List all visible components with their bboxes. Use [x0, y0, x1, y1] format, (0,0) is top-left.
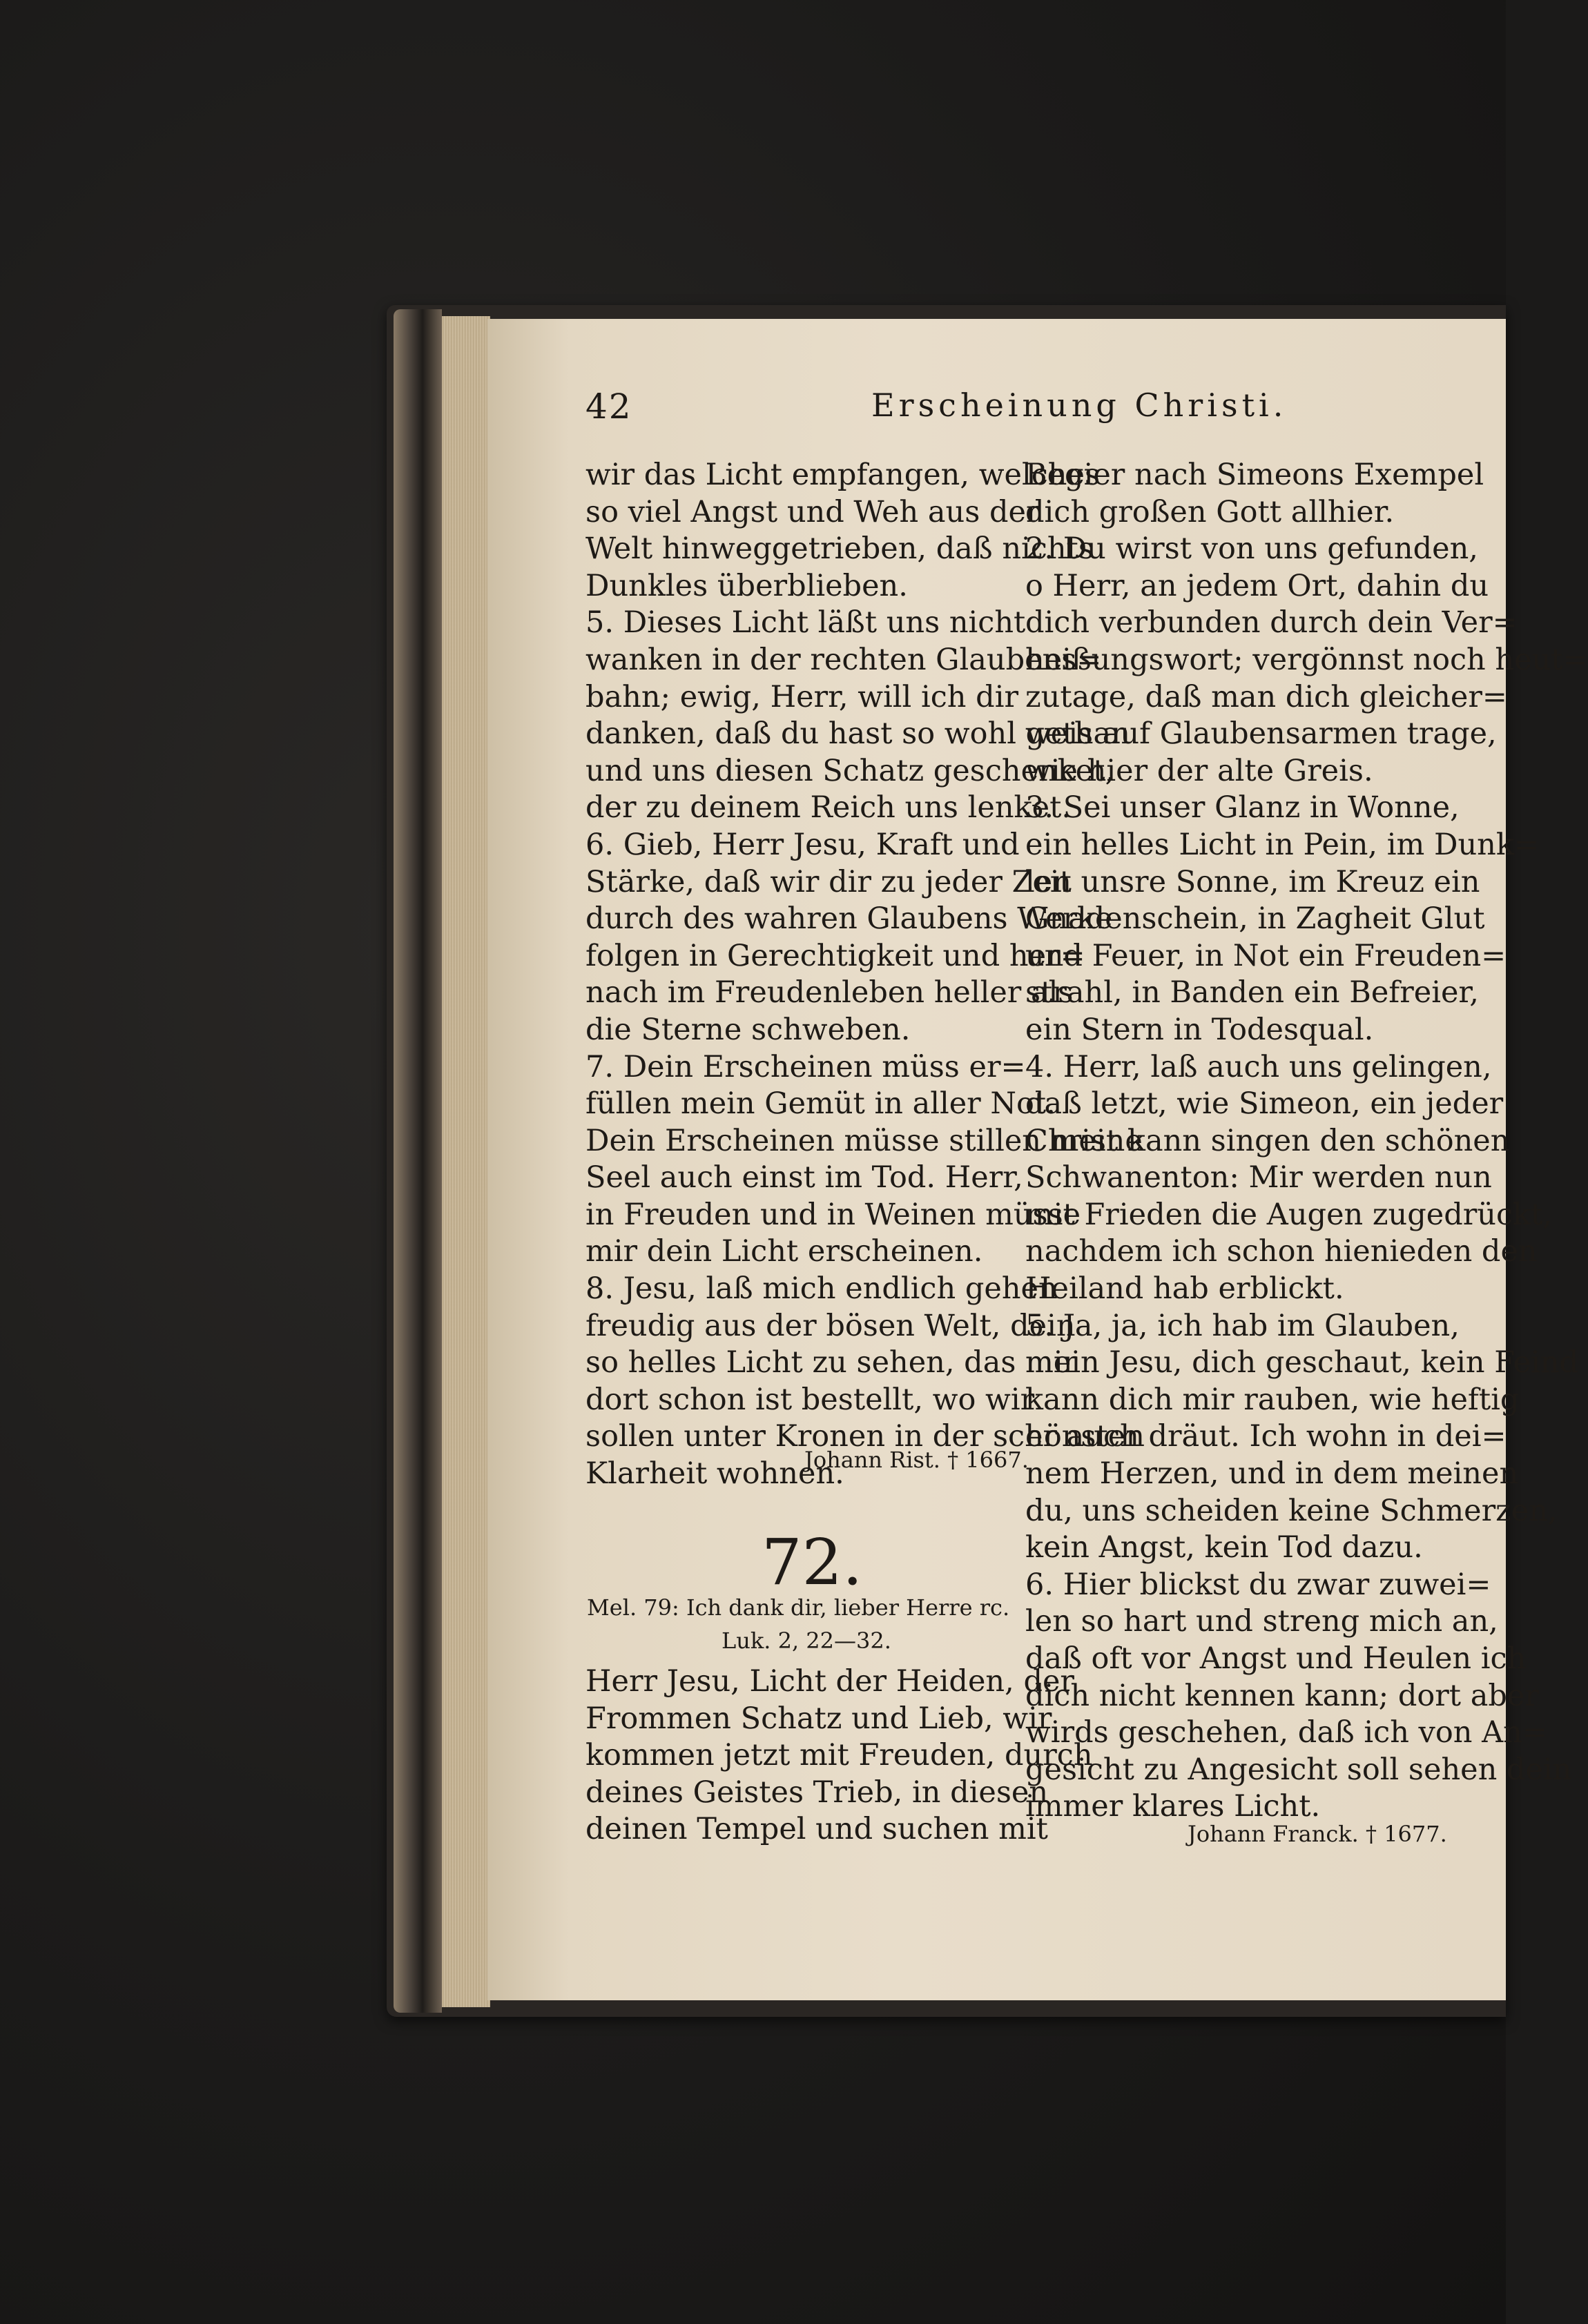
- text-line: Dunkles überblieben.: [585, 568, 908, 603]
- page-number: 42: [585, 387, 632, 427]
- text-line: Dein Erscheinen müsse stillen meine: [585, 1123, 1143, 1158]
- text-line: durch des wahren Glaubens Werke: [585, 901, 1113, 937]
- text-line: Christ kann singen den schönen: [1025, 1123, 1510, 1158]
- text-line: wie hier der alte Greis.: [1025, 753, 1373, 788]
- melody-line: Mel. 79: Ich dank dir, lieber Herre rc.: [587, 1594, 1010, 1621]
- text-line: 6. Hier blickst du zwar zuwei=: [1025, 1567, 1491, 1602]
- text-line: len unsre Sonne, im Kreuz ein: [1025, 864, 1480, 899]
- text-line: der zu deinem Reich uns lenket.: [585, 790, 1072, 826]
- text-line: Begier nach Simeons Exempel: [1025, 458, 1484, 492]
- left-author: Johann Rist. † 1667.: [804, 1447, 1029, 1473]
- text-line: heißungswort; vergönnst noch heut=: [1025, 642, 1588, 677]
- text-line: kein Angst, kein Tod dazu.: [1025, 1530, 1423, 1565]
- text-line: deines Geistes Trieb, in diesen: [585, 1775, 1049, 1810]
- text-line: o Herr, an jedem Ort, dahin du: [1025, 568, 1489, 603]
- text-line: danken, daß du hast so wohl gethan: [585, 716, 1130, 752]
- text-line: 6. Gieb, Herr Jesu, Kraft und: [585, 827, 1020, 862]
- left-column: [585, 457, 1145, 1493]
- text-line: ein Stern in Todesqual.: [1025, 1012, 1374, 1047]
- text-line: dich nicht kennen kann; dort aber: [1025, 1678, 1539, 1713]
- text-line: mit Frieden die Augen zugedrückt,: [1025, 1197, 1553, 1232]
- text-line: 7. Dein Erscheinen müss er=: [585, 1049, 1026, 1084]
- text-line: mir dein Licht erscheinen.: [585, 1234, 983, 1269]
- text-line: Heiland hab erblickt.: [1025, 1271, 1344, 1307]
- text-line: daß oft vor Angst und Heulen ich: [1025, 1641, 1527, 1676]
- text-line: zutage, daß man dich gleicher=: [1025, 679, 1507, 714]
- text-line: 5. Dieses Licht läßt uns nicht: [585, 605, 1026, 641]
- text-line: wirds geschehen, daß ich von An=: [1025, 1715, 1547, 1750]
- text-line: daß letzt, wie Simeon, ein jeder: [1025, 1086, 1504, 1122]
- running-title: Erscheinung Christi.: [871, 387, 1288, 424]
- text-line: und uns diesen Schatz geschenket,: [585, 753, 1115, 788]
- text-line: die Sterne schweben.: [585, 1012, 911, 1047]
- text-line: nach im Freudenleben heller als: [585, 975, 1074, 1010]
- text-line: strahl, in Banden ein Befreier,: [1025, 975, 1479, 1010]
- text-line: dort schon ist bestellt, wo wir: [585, 1382, 1035, 1417]
- text-line: so viel Angst und Weh aus der: [585, 494, 1040, 529]
- text-line: dich verbunden durch dein Ver=: [1025, 605, 1518, 641]
- text-line: immer klares Licht.: [1025, 1789, 1321, 1824]
- text-line: du, uns scheiden keine Schmerzen,: [1025, 1493, 1558, 1528]
- text-line: Stärke, daß wir dir zu jeder Zeit: [585, 864, 1072, 899]
- text-line: füllen mein Gemüt in aller Not.: [585, 1086, 1056, 1122]
- text-line: 5. Ja, ja, ich hab im Glauben,: [1025, 1308, 1460, 1343]
- book-spine-edge: [394, 309, 442, 2013]
- text-line: Welt hinweggetrieben, daß nichts: [585, 531, 1094, 567]
- text-line: mein Jesu, dich geschaut, kein Feind: [1025, 1345, 1579, 1380]
- text-line: ein helles Licht in Pein, im Dunk=: [1025, 827, 1539, 862]
- text-line: Schwanenton: Mir werden nun: [1025, 1160, 1492, 1195]
- text-line: 2. Du wirst von uns gefunden,: [1025, 531, 1478, 567]
- text-line: in Freuden und in Weinen müsse: [585, 1197, 1081, 1232]
- text-line: Herr Jesu, Licht der Heiden, der: [585, 1664, 1074, 1699]
- text-line: er auch dräut. Ich wohn in dei=: [1025, 1419, 1507, 1454]
- text-line: dich großen Gott allhier.: [1025, 494, 1395, 529]
- text-line: Frommen Schatz und Lieb, wir: [585, 1701, 1052, 1736]
- text-line: und Feuer, in Not ein Freuden=: [1025, 938, 1507, 973]
- hymn-number: 72.: [762, 1525, 863, 1599]
- hymn-text: [585, 1663, 1093, 1848]
- text-line: nachdem ich schon hienieden den: [1025, 1234, 1538, 1269]
- page-stack-edge: [442, 316, 490, 2007]
- text-line: Klarheit wohnen.: [585, 1456, 844, 1492]
- text-line: bahn; ewig, Herr, will ich dir: [585, 679, 1019, 714]
- text-line: kommen jetzt mit Freuden, durch: [585, 1738, 1093, 1773]
- text-line: freudig aus der bösen Welt, dein: [585, 1308, 1076, 1343]
- text-line: Gnadenschein, in Zagheit Glut: [1025, 901, 1485, 937]
- text-line: sollen unter Kronen in der schönsten: [585, 1419, 1145, 1454]
- text-line: gesicht zu Angesicht soll sehen dein: [1025, 1752, 1572, 1787]
- text-line: weis auf Glaubensarmen trage,: [1025, 716, 1497, 752]
- text-line: 4. Herr, laß auch uns gelingen,: [1025, 1049, 1492, 1084]
- text-line: len so hart und streng mich an,: [1025, 1604, 1498, 1639]
- text-line: so helles Licht zu sehen, das mir: [585, 1345, 1078, 1380]
- text-line: kann dich mir rauben, wie heftig: [1025, 1382, 1520, 1417]
- text-line: 8. Jesu, laß mich endlich gehen: [585, 1271, 1058, 1307]
- right-author: Johann Franck. † 1677.: [1188, 1821, 1447, 1847]
- text-line: deinen Tempel und suchen mit: [585, 1812, 1048, 1847]
- text-line: 3. Sei unser Glanz in Wonne,: [1025, 790, 1460, 826]
- right-column: [1025, 457, 1588, 1826]
- text-line: wir das Licht empfangen, welches: [585, 458, 1101, 492]
- text-line: nem Herzen, und in dem meinen: [1025, 1456, 1519, 1492]
- text-line: wanken in der rechten Glaubens=: [585, 642, 1102, 677]
- text-line: folgen in Gerechtigkeit und her=: [585, 938, 1085, 973]
- scripture-reference: Luk. 2, 22—32.: [722, 1628, 891, 1654]
- text-line: Seel auch einst im Tod. Herr,: [585, 1160, 1023, 1195]
